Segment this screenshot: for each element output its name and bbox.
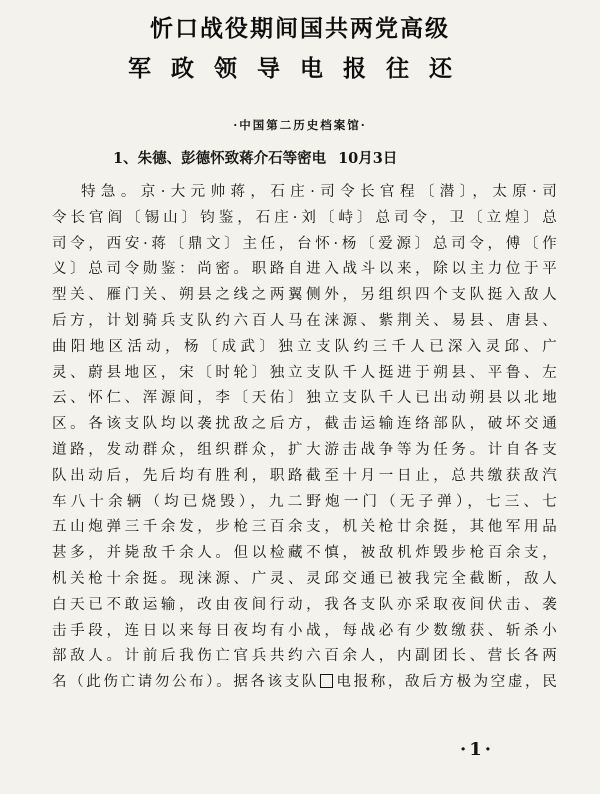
body-text <box>52 180 557 696</box>
body-line: 令长官阎〔锡山〕钧鉴，石庄·刘〔峙〕总司令，卫〔立煌〕总 <box>52 209 557 226</box>
source-attribution: ·中国第二历史档案馆· <box>233 118 367 132</box>
body-line: 特急。京·大元帅蒋，石庄·司令长官程〔潜〕，太原·司 <box>81 184 557 200</box>
body-line: 甚多，并毙敌千余人。但以检藏不慎，被敌机炸毁步枪百余支， <box>52 545 557 562</box>
body-line: 曲阳地区活动，杨〔成武〕独立支队约三千人已深入灵邱、广 <box>52 338 557 355</box>
body-line: 道路，发动群众，组织群众，扩大游击战争等为任务。计自各支 <box>52 441 557 458</box>
title-line-2: 军政领导电报往还 <box>128 56 472 82</box>
body-line: 击手段，连日以来每日夜均有小战，每战必有少数缴获、斩杀小 <box>52 622 557 639</box>
body-line: 部敌人。计前后我伤亡官兵共约六百余人，内副团长、营长各两 <box>52 648 557 665</box>
body-line: 队出动后，先后均有胜利，职路截至十月一日止，总共缴获敌汽 <box>52 467 557 484</box>
title-line-1: 忻口战役期间国共两党高级 <box>150 16 450 42</box>
illegible-character-box <box>320 674 333 688</box>
body-line: 五山炮弹三千余发，步枪三百余支，机关枪廿余挺，其他军用品 <box>52 519 557 536</box>
body-line: 义〕总司令勋鉴：尚密。职路自进入战斗以来，除以主力位于平 <box>52 261 557 278</box>
heading-date: 10月3日 <box>338 150 398 167</box>
body-line: 司令，西安·蒋〔鼎文〕主任，台怀·杨〔爱源〕总司令，傅〔作 <box>52 235 557 252</box>
section-heading <box>113 147 397 168</box>
heading-title: 1、朱德、彭德怀致蒋介石等密电 <box>113 150 327 167</box>
body-line: 白天已不敢运输，改由夜间行动，我各支队亦采取夜间伏击、袭 <box>52 596 557 613</box>
body-line: 区。各该支队均以袭扰敌之后方，截击运输连络部队，破坏交通 <box>52 416 557 433</box>
page-number: ·1· <box>460 739 495 760</box>
body-line: 后方，计划骑兵支队约六百人马在涞源、紫荆关、易县、唐县、 <box>52 312 557 329</box>
body-line-last-part-2: 电报称，敌后方极为空虚，民 <box>334 674 557 691</box>
body-line: 灵、蔚县地区，宋〔时轮〕独立支队千人挺进于朔县、平鲁、左 <box>52 364 557 381</box>
body-line: 云、怀仁、浑源间，李〔天佑〕独立支队千人已出动朔县以北地 <box>52 390 557 407</box>
body-line: 机关枪十余挺。现涞源、广灵、灵邱交通已被我完全截断，敌人 <box>52 570 557 587</box>
body-line-last-part-1: 名（此伤亡请勿公布）。据各该支队 <box>52 674 320 691</box>
body-line: 型关、雁门关、朔县之线之两翼侧外，另组织四个支队挺入敌人 <box>52 287 557 304</box>
body-line-last <box>52 670 557 696</box>
body-line: 车八十余辆（均已烧毁），九二野炮一门（无子弹），七三、七 <box>52 493 557 510</box>
